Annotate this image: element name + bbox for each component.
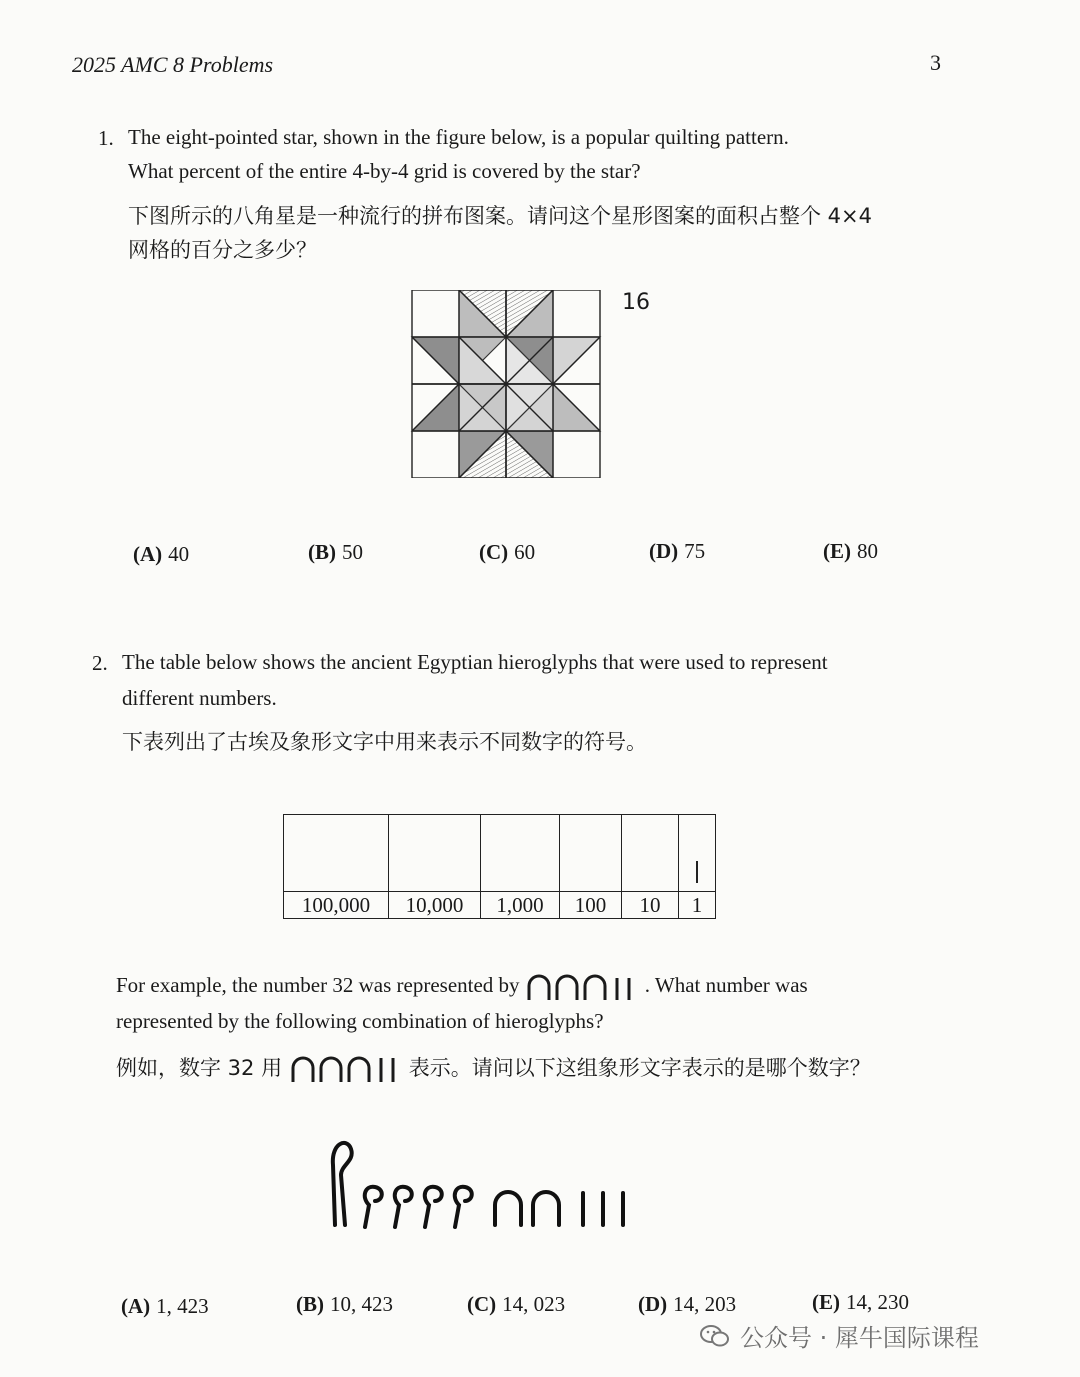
table-value: 100,000	[284, 892, 389, 919]
question-1-number: 1.	[98, 126, 114, 150]
eight-pointed-star-figure	[410, 290, 602, 478]
question-1-chinese-line-1: 下图所示的八角星是一种流行的拼布图案。请问这个星形图案的面积占整个 4×4	[128, 204, 872, 228]
hieroglyph-table	[283, 814, 716, 919]
page-number: 3	[930, 50, 941, 75]
watermark	[700, 1318, 979, 1353]
handwritten-note: 16	[622, 290, 650, 315]
glyph-cell-100	[560, 815, 622, 892]
q2-choice-a: (A) 1, 423	[121, 1294, 209, 1318]
table-value: 1,000	[481, 892, 560, 919]
wechat-icon	[700, 1323, 730, 1349]
question-2-chinese-line-1: 下表列出了古埃及象形文字中用来表示不同数字的符号。	[122, 730, 647, 754]
glyph-cell-1000	[481, 815, 560, 892]
one-stroke-icon	[692, 859, 702, 885]
glyph-cell-100000	[284, 815, 389, 892]
q1-choice-d: (D) 75	[649, 539, 706, 563]
q1-choice-a: (A) 40	[133, 542, 190, 566]
hieroglyph-32-icon	[525, 972, 645, 1002]
glyph-cell-10000	[389, 815, 481, 892]
page-header-title: 2025 AMC 8 Problems	[72, 52, 274, 77]
glyph-cell-10	[622, 815, 679, 892]
q2-choice-c: (C) 14, 023	[467, 1292, 566, 1316]
question-2-example-line-2: represented by the following combination of hieroglyphs?	[116, 1009, 604, 1033]
q2-choice-e: (E) 14, 230	[812, 1290, 909, 1314]
glyph-cell-1	[679, 815, 716, 892]
table-value: 100	[560, 892, 622, 919]
question-2-text-line-2: different numbers.	[122, 686, 277, 710]
question-2-text-line-1: The table below shows the ancient Egyptian hieroglyphs that were used to represent	[122, 650, 828, 674]
watermark-text: 公众号 · 犀牛国际课程	[740, 1324, 979, 1352]
q1-choice-e: (E) 80	[823, 539, 878, 563]
question-1-text-line-1: The eight-pointed star, shown in the figure below, is a popular quilting pattern.	[128, 125, 789, 149]
question-2-example-line-1: For example, the number 32 was represented by . What number was	[116, 968, 808, 1002]
q1-choice-b: (B) 50	[308, 540, 363, 564]
q2-choice-b: (B) 10, 423	[296, 1292, 393, 1316]
table-value: 10,000	[389, 892, 481, 919]
table-value: 1	[679, 892, 716, 919]
q2-choice-d: (D) 14, 203	[638, 1292, 737, 1316]
hieroglyph-combination-figure	[325, 1135, 665, 1230]
hieroglyph-32-icon	[289, 1054, 409, 1084]
table-value: 10	[622, 892, 679, 919]
q1-choice-c: (C) 60	[479, 540, 536, 564]
question-1-text-line-2: What percent of the entire 4-by-4 grid is covered by the star?	[128, 159, 641, 183]
question-2-chinese-example: 例如，数字 32 用 表示。请问以下这组象形文字表示的是哪个数字？	[116, 1050, 871, 1086]
question-2-number: 2.	[92, 651, 108, 675]
question-1-chinese-line-2: 网格的百分之多少？	[128, 238, 317, 262]
